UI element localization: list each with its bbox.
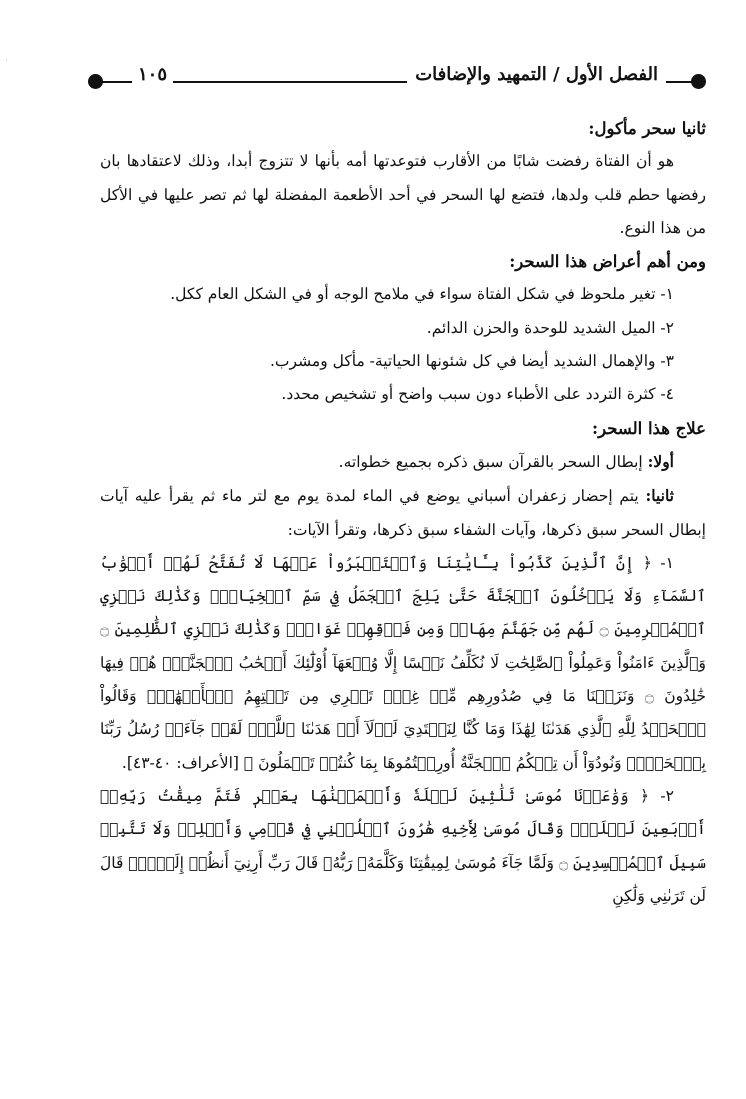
treatment-step-1-text: إبطال السحر بالقرآن سبق ذكره بجميع خطواته. — [338, 452, 648, 471]
treatment-step-2-text: يتم إحضار زعفران أسباني يوضع في الماء لمدة يوم مع لتر ماء ثم يقرأ عليه آيات إبطال السحر سبق ذكرها، وآيات الشفاء سبق ذكرها، وتقرأ الآيات: — [100, 487, 706, 539]
scan-edge-mark — [6, 60, 7, 61]
treatment-step-2 — [100, 479, 706, 547]
list-item-symptom-1: ١- تغير ملحوظ في شكل الفتاة سواء في ملامح الوجه أو في الشكل العام ككل. — [170, 285, 674, 304]
treatment-step-1 — [100, 445, 706, 479]
treatment-step-1-label: أولا: — [647, 451, 674, 471]
running-header — [88, 58, 706, 98]
list-item-symptom-2: ٢- الميل الشديد للوحدة والحزن الدائم. — [426, 318, 674, 337]
quran-verse-block-1: ١- ﴿ إِنَّ ٱلَّذِينَ كَذَّبُواْ بِـَٔايَٰتِنَا وَٱسۡتَكۡبَرُواْ عَنۡهَا لَا تُفَتَّحُ لَهُمۡ أَبۡوَٰبُ ٱلسَّمَآءِ وَلَا يَدۡخُلُونَ ٱلۡجَنَّةَ حَتَّىٰ يَلِجَ ٱلۡجَمَلُ فِي سَمِّ ٱلۡخِيَاطِۚ وَكَذَٰلِكَ نَجۡزِي ٱلۡمُجۡرِمِينَ ۝ لَهُم مِّن جَهَنَّمَ مِهَادٞ وَمِن فَوۡقِهِمۡ غَوَاشٖۚ وَكَذَٰلِكَ نَجۡزِي ٱلظَّٰلِمِينَ ۝ وَٱلَّذِينَ ءَامَنُواْ وَعَمِلُواْ ٱلصَّٰلِحَٰتِ لَا نُكَلِّفُ نَفۡسًا إِلَّا وُسۡعَهَآ أُوْلَٰٓئِكَ أَصۡحَٰبُ ٱلۡجَنَّةِۖ هُمۡ فِيهَا خَٰلِدُونَ ۝ وَنَزَعۡنَا مَا فِي صُدُورِهِم مِّنۡ غِلّٖ تَجۡرِي مِن تَحۡتِهِمُ ٱلۡأَنۡهَٰرُۖ وَقَالُواْ ٱلۡحَمۡدُ لِلَّهِ ٱلَّذِي هَدَىٰنَا لِهَٰذَا وَمَا كُنَّا لِنَهۡتَدِيَ لَوۡلَآ أَنۡ هَدَىٰنَا ٱللَّهُۖ لَقَدۡ جَآءَتۡ رُسُلُ رَبِّنَا بِٱلۡحَقِّۖ وَنُودُوٓاْ أَن تِلۡكُمُ ٱلۡجَنَّةُ أُورِثۡتُمُوهَا بِمَا كُنتُمۡ تَعۡمَلُونَ ﴾ [الأعراف: ٤٠-٤٣]. — [100, 553, 706, 772]
quran-verse-block-2: ٢- ﴿ وَوَٰعَدۡنَا مُوسَىٰ ثَلَٰثِينَ لَيۡلَةٗ وَأَتۡمَمۡنَٰهَا بِعَشۡرٖ فَتَمَّ مِيقَٰتُ رَبِّهِۦٓ أَرۡبَعِينَ لَيۡلَةٗۚ وَقَالَ مُوسَىٰ لِأَخِيهِ هَٰرُونَ ٱخۡلُفۡنِي فِي قَوۡمِي وَأَصۡلِحۡ وَلَا تَتَّبِعۡ سَبِيلَ ٱلۡمُفۡسِدِينَ ۝ وَلَمَّا جَآءَ مُوسَىٰ لِمِيقَٰتِنَا وَكَلَّمَهُۥ رَبُّهُۥ قَالَ رَبِّ أَرِنِيٓ أَنظُرۡ إِلَيۡكَۚ قَالَ لَن تَرَىٰنِي وَلَٰكِنِ — [100, 786, 706, 905]
header-dot-left — [88, 74, 103, 89]
treatment-step-2-label: ثانيا: — [645, 486, 674, 506]
section-heading-treatment: علاج هذا السحر: — [592, 418, 706, 438]
chapter-title: الفصل الأول / التمهيد والإضافات — [407, 62, 666, 88]
list-item-symptom-4: ٤- كثرة التردد على الأطباء دون سبب واضح أو تشخيص محدد. — [281, 385, 674, 404]
section-heading-symptoms: ومن أهم أعراض هذا السحر: — [509, 252, 706, 272]
paragraph-description: هو أن الفتاة رفضت شابًا من الأقارب فتوعدتها أمه بأنها لا تتزوج أبدا، وذلك لاعتقادها بان رفضها حطم قلب ولدها، فتضع لها السحر في أحد الأطعمة المفضلة لها ثم تصر عليها في الأكل من هذا النوع. — [100, 152, 706, 237]
page-number: ١٠٥ — [132, 62, 173, 88]
section-heading-eaten-magic: ثانيا سحر مأكول: — [588, 119, 706, 138]
header-dot-right — [691, 74, 706, 89]
list-item-symptom-3: ٣- والإهمال الشديد أيضا في كل شئونها الحياتية- مأكل ومشرب. — [270, 352, 674, 371]
page-body — [100, 112, 706, 913]
